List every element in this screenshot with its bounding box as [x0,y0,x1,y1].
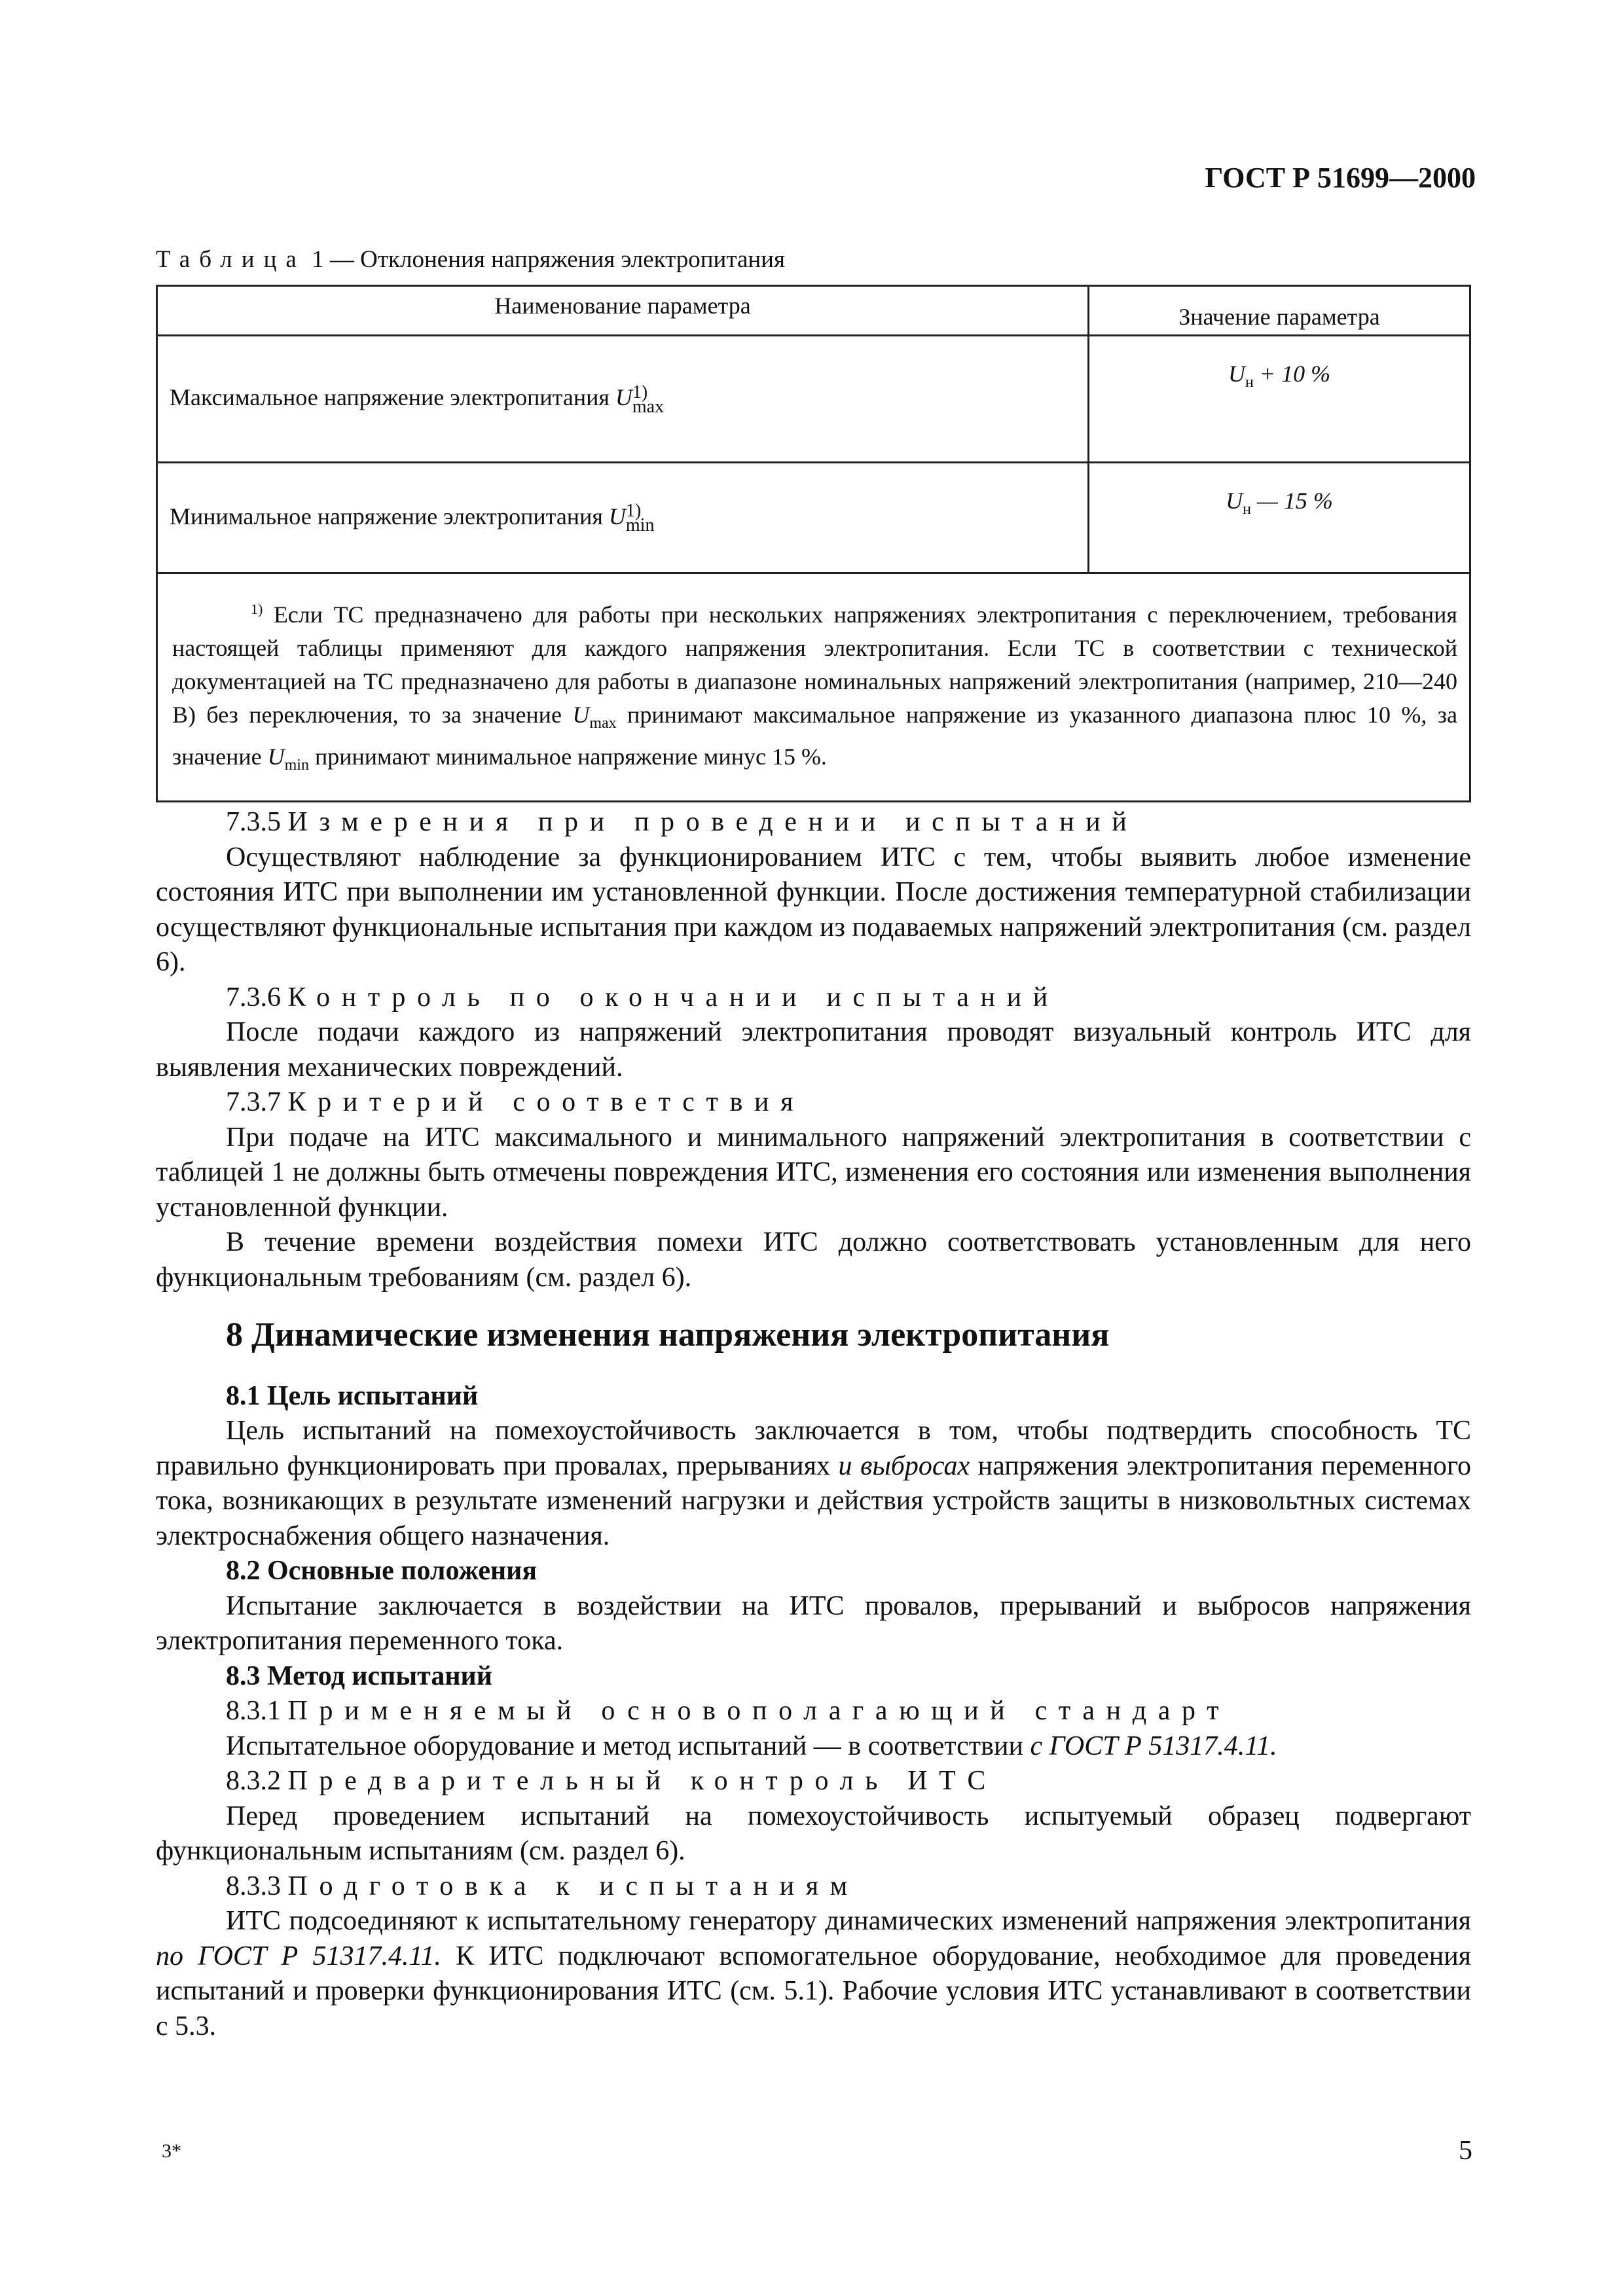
param-name: Минимальное напряжение электропитания [170,503,609,529]
table-caption [156,245,785,274]
footnote-text-2: принимают максимальное напряжение из указанного диапазона плюс 10 %, за значение [172,702,1457,770]
paragraph: Испытательное оборудование и метод испытаний — в соответствии с ГОСТ Р 51317.4.11. [226,1731,1277,1761]
column-header-value: Значение параметра [1089,286,1470,336]
param-value-cell [1089,463,1470,573]
footnote-subscript-max: max [589,715,617,732]
clause-heading-831: 8.3.1 Применяемый основополагающий стандарт [226,1696,1231,1726]
value-text: + 10 % [1253,361,1331,387]
param-footnote-ref: 1) [632,382,648,403]
body-text [156,805,1471,2044]
value-subscript: н [1243,501,1251,518]
param-subscript: min [625,515,655,536]
value-subscript: н [1245,374,1254,391]
param-value-cell [1089,336,1470,463]
footnote-subscript-min: min [284,757,309,774]
param-name: Максимальное напряжение электропитания [170,384,615,411]
section-heading-8: 8 Динамические изменения напряжения электропитания [226,1316,1110,1354]
paragraph: Цель испытаний на помехоустойчивость заключается в том, чтобы подтвердить способность ТС правильно функционировать при провалах, прерываниях и выбросах напряжения электропитания переменного тока, возникающих в результате изменений нагрузки и действия устройств защиты в низковольтных системах электроснабжения общего назначения. [156,1416,1471,1551]
signature-mark: 3* [162,2140,181,2162]
table-footnote [157,573,1470,802]
param-symbol: U [615,384,632,411]
footnote-marker: 1) [251,601,263,617]
document-number: ГОСТ Р 51699—2000 [1205,162,1476,194]
subsection-heading-81: 8.1 Цель испытаний [226,1380,479,1411]
footnote-text-3: принимают минимальное напряжение минус 15 %. [308,744,827,770]
paragraph: Перед проведением испытаний на помехоустойчивость испытуемый образец подвергают функциональным испытаниям (см. раздел 6). [156,1801,1471,1866]
table-caption-word: Таблица [156,246,306,273]
parameters-table [156,285,1471,774]
paragraph: В течение времени воздействия помехи ИТС должно соответствовать установленным для него функциональным требованиям (см. раздел 6). [156,1227,1471,1293]
subsection-heading-83: 8.3 Метод испытаний [226,1660,492,1691]
paragraph: Осуществляют наблюдение за функционированием ИТС с тем, чтобы выявить любое изменение состояния ИТС при выполнении им установленной функции. После достижения температурной стабилизации осуществляют функциональные испытания при каждом из подаваемых напряжений электропитания (см. раздел 6). [156,842,1471,977]
clause-heading-832: 8.3.2 Предварительный контроль ИТС [226,1766,998,1796]
clause-heading-736: 7.3.6 Контроль по окончании испытаний [226,982,1059,1013]
footnote-symbol-min: U [267,744,285,770]
paragraph: После подачи каждого из напряжений электропитания проводят визуальный контроль ИТС для выявления механических повреждений. [156,1017,1471,1083]
value-text: — 15 % [1250,488,1333,514]
table-row [157,336,1470,463]
paragraph: Испытание заключается в воздействии на ИТС провалов, прерываний и выбросов напряжения электропитания переменного тока. [156,1590,1471,1656]
table-caption-text: 1 — Отклонения напряжения электропитания [305,246,785,273]
param-symbol: U [608,503,626,529]
clause-heading-737: 7.3.7 Критерий соответствия [226,1087,805,1117]
param-name-cell [157,463,1089,573]
table-note-row [157,573,1470,802]
table-row [157,463,1470,573]
param-name-cell [157,336,1089,463]
footnote-text-1: Если ТС предназначено для работы при нескольких напряжениях электропитания с переключением, требования настоящей таблицы применяют для каждого напряжения электропитания. Если ТС в соответствии с технической документацией на ТС предназначено для работы в диапазоне номинальных напряжений электропитания (например, 210—240 В) без переключения, то за значение [172,601,1457,728]
subsection-heading-82: 8.2 Основные положения [226,1556,538,1586]
param-subscript: max [632,396,665,417]
value-symbol: U [1228,361,1245,387]
table-header-row [157,286,1470,336]
paragraph: При подаче на ИТС максимального и минимального напряжений электропитания в соответствии с таблицей 1 не должны быть отмечены повреждения ИТС, изменения его состояния или изменения выполнения установленной функции. [156,1122,1471,1223]
footnote-symbol-max: U [572,702,590,728]
page-number: 5 [1459,2136,1472,2166]
clause-heading-735: 7.3.5 Измерения при проведении испытаний [226,807,1139,837]
param-footnote-ref: 1) [625,501,642,522]
value-symbol: U [1226,488,1243,514]
clause-heading-833: 8.3.3 Подготовка к испытаниям [226,1871,859,1901]
column-header-name: Наименование параметра [157,286,1089,336]
paragraph: ИТС подсоединяют к испытательному генератору динамических изменений напряжения электропитания по ГОСТ Р 51317.4.11. К ИТС подключают вспомогательное оборудование, необходимое для проведения испытаний и проверки функционирования ИТС (см. 5.1). Рабочие условия ИТС устанавливают в соответствии с 5.3. [156,1906,1471,2041]
